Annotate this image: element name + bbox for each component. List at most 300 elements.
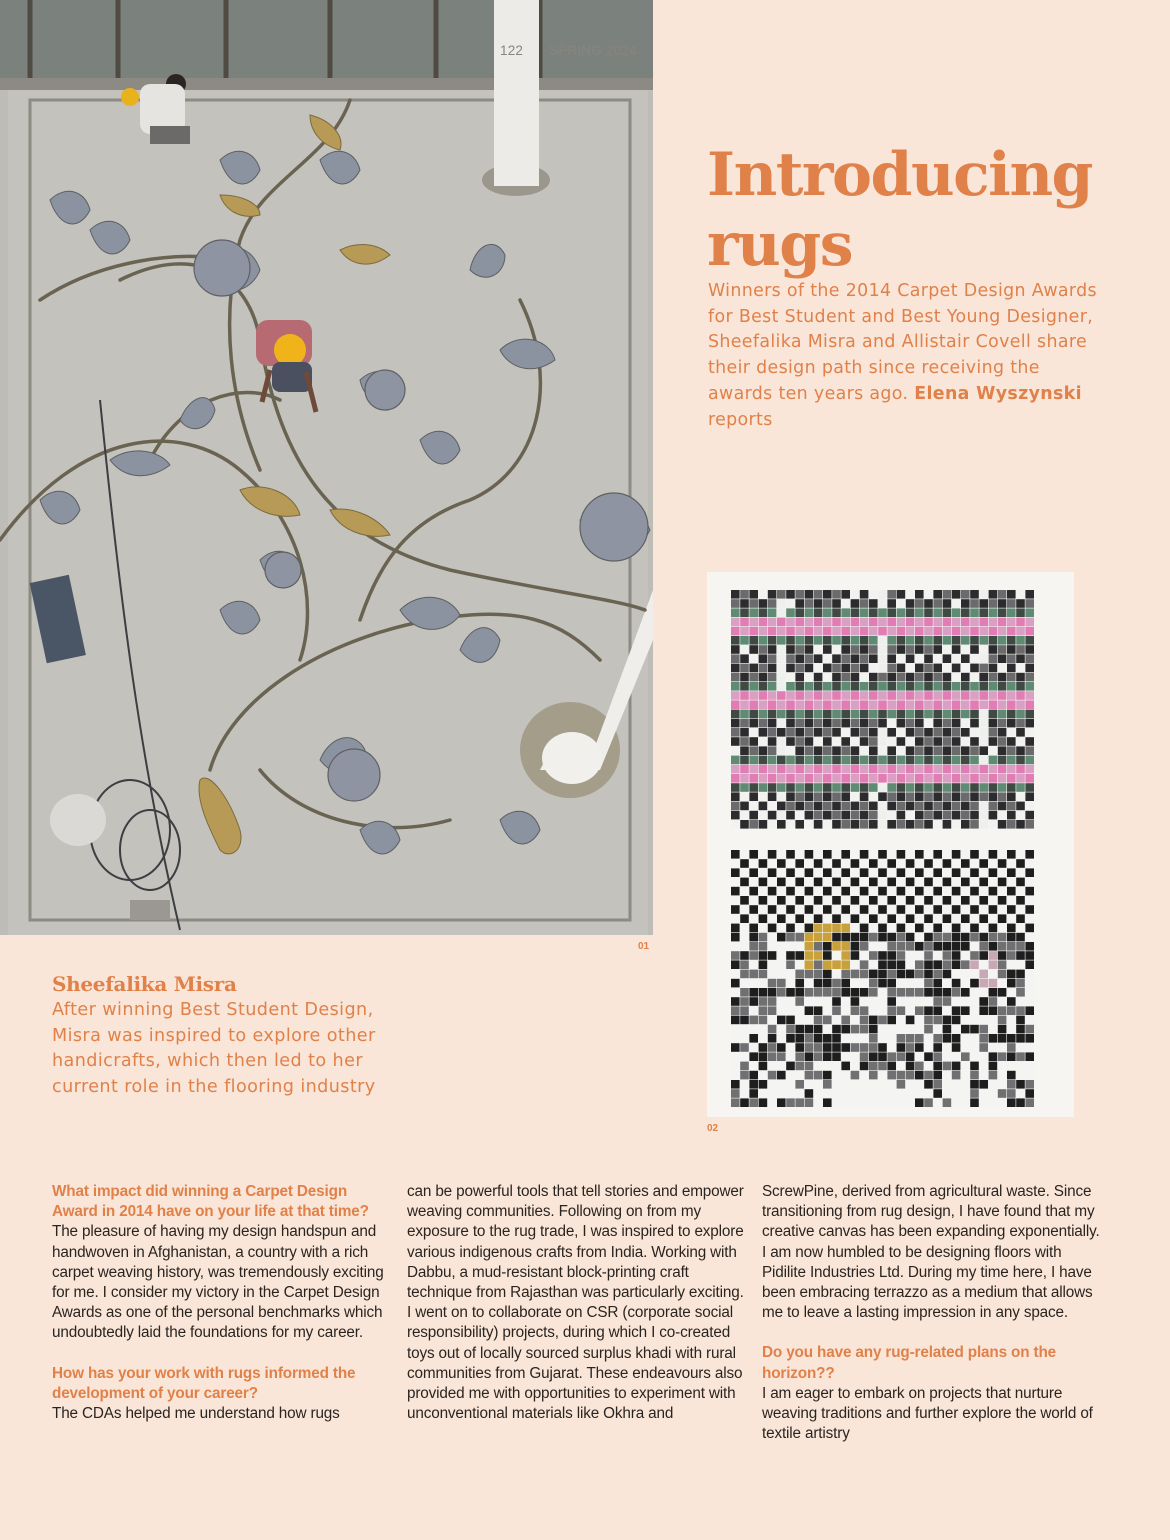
rug-bottom-cell [786,997,795,1006]
rug-bottom-cell [841,1052,850,1061]
rug-bottom-cell [906,997,915,1006]
rug-top-cell [998,691,1007,700]
rug-bottom-cell [887,868,896,877]
rug-bottom-cell [906,905,915,914]
rug-top-cell [952,792,961,801]
rug-bottom-cell [832,1034,841,1043]
rug-bottom-cell [832,1025,841,1034]
rug-top-cell [749,645,758,654]
rug-top-cell [860,792,869,801]
rug-top-cell [841,802,850,811]
rug-top-cell [970,700,979,709]
rug-top-cell [823,608,832,617]
rug-bottom-cell [933,924,942,933]
rug-bottom-cell [805,896,814,905]
rug-bottom-cell [860,859,869,868]
rug-top-cell [731,654,740,663]
rug-top-cell [961,746,970,755]
rug-top-cell [979,618,988,627]
rug-top-cell [869,783,878,792]
rug-top-cell [924,792,933,801]
rug-bottom-cell [943,914,952,923]
rug-top-cell [805,664,814,673]
rug-top-cell [897,691,906,700]
rug-bottom-cell [887,1034,896,1043]
rug-top-cell [869,664,878,673]
rug-bottom-cell [906,970,915,979]
rug-bottom-cell [749,905,758,914]
rug-bottom-cell [906,1080,915,1089]
rug-top-cell [952,664,961,673]
rug-top-cell [915,618,924,627]
rug-bottom-cell [786,1034,795,1043]
rug-bottom-cell [970,1080,979,1089]
rug-top-cell [768,802,777,811]
rug-bottom-cell [814,1062,823,1071]
rug-bottom-cell [924,1089,933,1098]
rug-bottom-cell [777,1052,786,1061]
rug-top-cell [952,618,961,627]
rug-top-cell [933,783,942,792]
rug-bottom-cell [731,1071,740,1080]
rug-bottom-cell [933,1006,942,1015]
rug-bottom-cell [952,878,961,887]
rug-bottom-cell [860,1052,869,1061]
rug-top-cell [961,682,970,691]
rug-top-cell [832,590,841,599]
rug-top-cell [740,590,749,599]
rug-top-cell [814,618,823,627]
rug-top-cell [887,728,896,737]
rug-top-cell [805,756,814,765]
rug-top-cell [759,774,768,783]
rug-bottom-cell [989,997,998,1006]
rug-top-cell [1007,654,1016,663]
rug-bottom-cell [979,960,988,969]
rug-bottom-cell [897,1052,906,1061]
answer-2-part-2: can be powerful tools that tell stories and empower weaving communities. Following on from my exposure to the rug trade, I was inspired to explore various indigenous crafts from India. Working with Dabbu, a mud-resistant block-printing craft technique from Rajasthan was particularly exciting. I went on to collaborate on CSR (corporate social responsibility) projects, during which I co-created toys out of locally sourced surplus khadi with rural communities from Gujarat. These endeavours also provided me with opportunities to experiment with unconventional materials like Okhra and [407,1183,744,1423]
rug-top-cell [814,599,823,608]
rug-bottom-cell [805,1016,814,1025]
rug-top-cell [998,682,1007,691]
rug-bottom-cell [961,1098,970,1107]
rug-top-cell [961,802,970,811]
rug-bottom-cell [860,970,869,979]
rug-bottom-cell [869,942,878,951]
rug-bottom-cell [869,1080,878,1089]
rug-bottom-cell [933,1062,942,1071]
rug-top-cell [823,719,832,728]
rug-bottom-cell [805,979,814,988]
rug-bottom-cell [887,878,896,887]
rug-bottom-cell [777,942,786,951]
rug-bottom-cell [759,960,768,969]
rug-top-cell [924,608,933,617]
rug-bottom-cell [878,878,887,887]
rug-bottom-cell [805,970,814,979]
rug-bottom-cell [832,905,841,914]
rug-top-cell [970,811,979,820]
rug-bottom-cell [860,951,869,960]
rug-top-cell [1007,664,1016,673]
rug-top-cell [740,645,749,654]
rug-bottom-cell [933,988,942,997]
rug-top-cell [851,792,860,801]
rug-top-cell [933,673,942,682]
rug-top-cell [915,728,924,737]
rug-top-cell [860,820,869,829]
rug-top-cell [970,590,979,599]
body-column-3 [762,1182,1102,1444]
rug-top-cell [989,673,998,682]
rug-bottom-cell [777,859,786,868]
rug-top-cell [1025,728,1034,737]
rug-bottom-cell [979,1016,988,1025]
rug-top-cell [777,654,786,663]
rug-top-cell [897,673,906,682]
rug-bottom-cell [1025,1098,1034,1107]
rug-bottom-cell [924,887,933,896]
rug-top-cell [777,765,786,774]
rug-bottom-cell [878,850,887,859]
rug-top-cell [979,811,988,820]
rug-bottom-cell [869,914,878,923]
rug-top-cell [970,792,979,801]
rug-top-cell [731,664,740,673]
rug-top-cell [823,710,832,719]
rug-top-cell [878,802,887,811]
rug-top-cell [768,682,777,691]
rug-bottom-cell [878,1016,887,1025]
rug-top-cell [759,811,768,820]
rug-top-cell [943,719,952,728]
rug-top-cell [795,774,804,783]
rug-top-cell [786,682,795,691]
rug-bottom-cell [869,850,878,859]
rug-bottom-cell [869,988,878,997]
rug-bottom-cell [851,979,860,988]
rug-top-cell [952,710,961,719]
rug-top-cell [933,820,942,829]
rug-bottom-cell [998,1043,1007,1052]
headline-line-1: Introducing [707,140,1093,210]
rug-bottom-cell [943,1089,952,1098]
rug-top-cell [915,792,924,801]
rug-bottom-cell [823,924,832,933]
rug-bottom-cell [970,942,979,951]
rug-top-cell [915,654,924,663]
rug-top-cell [933,645,942,654]
rug-bottom-cell [989,878,998,887]
rug-bottom-cell [878,1071,887,1080]
rug-top-cell [795,728,804,737]
rug-bottom-cell [749,859,758,868]
rug-bottom-cell [814,942,823,951]
rug-top-cell [860,608,869,617]
rug-bottom-cell [979,1062,988,1071]
rug-bottom-cell [961,1052,970,1061]
rug-bottom-cell [740,850,749,859]
rug-top-cell [970,820,979,829]
rug-top-cell [887,719,896,728]
rug-top-cell [786,746,795,755]
rug-top-cell [869,673,878,682]
rug-bottom-cell [1016,1034,1025,1043]
rug-bottom-cell [731,896,740,905]
rug-top-cell [943,811,952,820]
rug-bottom-cell [887,1080,896,1089]
rug-top-cell [933,664,942,673]
rug-top-cell [887,664,896,673]
rug-bottom-cell [832,942,841,951]
rug-bottom-cell [768,1071,777,1080]
rug-bottom-cell [924,878,933,887]
rug-bottom-cell [814,878,823,887]
rug-bottom-cell [841,1034,850,1043]
rug-top-cell [832,746,841,755]
rug-top-cell [731,608,740,617]
rug-top-cell [759,728,768,737]
rug-bottom-cell [759,1052,768,1061]
rug-bottom-cell [768,933,777,942]
rug-top-cell [989,608,998,617]
rug-bottom-cell [814,1025,823,1034]
rug-bottom-cell [970,970,979,979]
rug-bottom-cell [1007,988,1016,997]
rug-bottom-cell [952,1089,961,1098]
rug-top-cell [851,636,860,645]
rug-top-cell [933,700,942,709]
rug-bottom-cell [786,1062,795,1071]
rug-bottom-cell [869,951,878,960]
rug-top-cell [841,719,850,728]
rug-bottom-cell [998,1089,1007,1098]
rug-bottom-cell [1025,850,1034,859]
rug-top-cell [860,802,869,811]
rug-bottom-cell [805,933,814,942]
rug-bottom-cell [915,914,924,923]
rug-top-cell [979,691,988,700]
rug-top-cell [759,700,768,709]
rug-top-cell [795,691,804,700]
rug-bottom-cell [814,1089,823,1098]
rug-bottom-cell [795,1034,804,1043]
rug-top-cell [933,710,942,719]
rug-top-cell [887,756,896,765]
rug-top-cell [952,627,961,636]
rug-top-cell [915,673,924,682]
rug-bottom-cell [814,1080,823,1089]
rug-bottom-cell [952,924,961,933]
rug-bottom-cell [970,1034,979,1043]
rug-top-cell [970,802,979,811]
rug-bottom-cell [823,896,832,905]
rug-top-cell [786,737,795,746]
rug-bottom-cell [915,878,924,887]
rug-top-cell [841,590,850,599]
rug-top-cell [887,774,896,783]
rug-bottom-cell [1025,933,1034,942]
rug-bottom-cell [749,1034,758,1043]
rug-top-cell [943,792,952,801]
rug-bottom-cell [777,1034,786,1043]
rug-top-cell [1025,774,1034,783]
rug-top-cell [989,636,998,645]
rug-bottom-cell [768,960,777,969]
rug-bottom-cell [998,896,1007,905]
rug-bottom-cell [915,970,924,979]
rug-bottom-cell [749,914,758,923]
rug-bottom-cell [915,951,924,960]
rug-top-cell [933,737,942,746]
rug-top-cell [869,691,878,700]
rug-bottom-cell [823,1062,832,1071]
rug-top-cell [1025,608,1034,617]
rug-top-cell [841,618,850,627]
rug-top-cell [749,737,758,746]
rug-bottom-cell [989,970,998,979]
rug-top-cell [1025,802,1034,811]
rug-top-cell [933,682,942,691]
rug-bottom-cell [933,1098,942,1107]
rug-bottom-cell [860,896,869,905]
rug-bottom-cell [989,1098,998,1107]
rug-bottom-cell [869,960,878,969]
rug-bottom-cell [961,905,970,914]
rug-bottom-cell [887,850,896,859]
rug-top-cell [841,774,850,783]
rug-top-cell [924,682,933,691]
rug-bottom-cell [814,868,823,877]
rug-bottom-cell [777,1016,786,1025]
rug-top-cell [915,691,924,700]
rug-top-cell [832,719,841,728]
rug-top-cell [731,737,740,746]
rug-top-cell [786,811,795,820]
rug-bottom-cell [952,1071,961,1080]
rug-bottom-cell [731,951,740,960]
rug-bottom-cell [860,1071,869,1080]
rug-bottom-cell [869,878,878,887]
rug-bottom-cell [998,905,1007,914]
rug-top-cell [805,719,814,728]
rug-bottom-cell [759,924,768,933]
rug-bottom-cell [786,878,795,887]
rug-top-cell [814,728,823,737]
rug-bottom-cell [924,933,933,942]
rug-bottom-cell [814,887,823,896]
rug-top-cell [805,645,814,654]
rug-top-cell [851,654,860,663]
rug-bottom-cell [924,1043,933,1052]
rug-bottom-cell [897,878,906,887]
rug-top-cell [1016,654,1025,663]
rug-top-cell [869,636,878,645]
rug-bottom-cell [869,1052,878,1061]
rug-top-cell [897,682,906,691]
rug-bottom-cell [832,1071,841,1080]
rug-bottom-cell [768,1052,777,1061]
rug-top-cell [805,673,814,682]
rug-bottom-cell [841,960,850,969]
profile-name: Sheefalika Misra [52,972,237,996]
rug-bottom-cell [943,1006,952,1015]
rug-top-cell [805,802,814,811]
rug-bottom-cell [924,868,933,877]
rug-top-cell [731,820,740,829]
rug-top-cell [979,599,988,608]
rug-top-cell [961,710,970,719]
rug-bottom-cell [740,979,749,988]
rug-top-cell [832,673,841,682]
rug-bottom-cell [989,850,998,859]
rug-bottom-cell [869,859,878,868]
rug-top-cell [989,811,998,820]
rug-bottom-cell [851,1062,860,1071]
rug-top-cell [933,599,942,608]
rug-bottom-cell [933,1025,942,1034]
rug-bottom-cell [998,868,1007,877]
rug-bottom-cell [1025,1089,1034,1098]
rug-bottom-cell [749,933,758,942]
rug-top-cell [777,756,786,765]
rug-bottom-cell [869,1016,878,1025]
rug-top-cell [731,728,740,737]
rug-top-cell [906,746,915,755]
rug-bottom-cell [740,1071,749,1080]
rug-bottom-cell [759,1043,768,1052]
rug-top-cell [786,756,795,765]
rug-top-cell [851,783,860,792]
rug-top-cell [869,654,878,663]
rug-bottom-cell [869,1006,878,1015]
rug-top-cell [768,746,777,755]
rug-bottom-cell [915,850,924,859]
rug-bottom-cell [979,1052,988,1061]
rug-top-cell [777,691,786,700]
rug-top-cell [786,654,795,663]
rug-top-cell [749,783,758,792]
rug-top-cell [740,728,749,737]
rug-bottom-cell [749,1043,758,1052]
rug-top-cell [860,664,869,673]
rug-top-cell [897,654,906,663]
rug-bottom-cell [740,1006,749,1015]
rug-bottom-cell [768,914,777,923]
rug-bottom-cell [906,1052,915,1061]
rug-top-cell [961,737,970,746]
rug-bottom-cell [823,914,832,923]
rug-top-cell [814,719,823,728]
rug-bottom-cell [731,979,740,988]
rug-top-cell [961,654,970,663]
rug-top-cell [924,746,933,755]
rug-bottom-cell [869,933,878,942]
rug-top-cell [740,627,749,636]
rug-bottom-cell [1016,868,1025,877]
rug-top-cell [998,802,1007,811]
rug-bottom-cell [786,1043,795,1052]
rug-top-cell [952,700,961,709]
rug-bottom-cell [731,859,740,868]
rug-top-cell [832,608,841,617]
rug-top-cell [841,756,850,765]
rug-top-cell [851,746,860,755]
rug-bottom-cell [943,924,952,933]
rug-top-cell [915,682,924,691]
rug-top-cell [805,728,814,737]
rug-top-cell [860,746,869,755]
